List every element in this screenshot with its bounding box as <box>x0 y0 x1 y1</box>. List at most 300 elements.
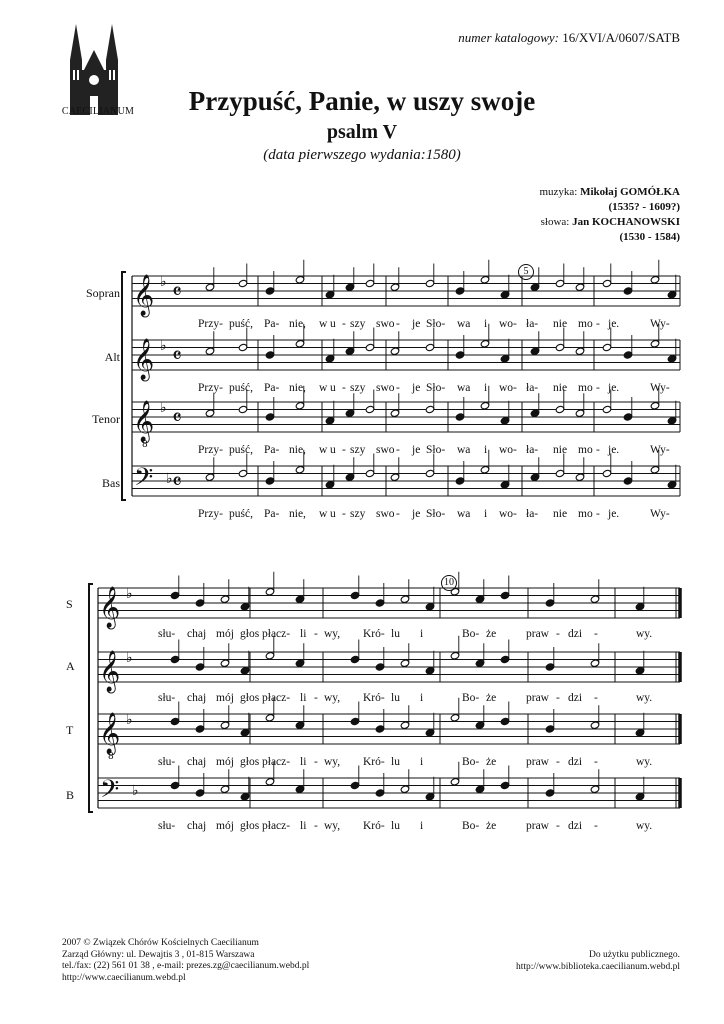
note-head <box>425 729 435 737</box>
note-head <box>325 417 335 425</box>
lyric-syllable: i <box>420 692 424 704</box>
lyric-syllable: Sło- <box>426 382 446 394</box>
lyric-syllable: wy. <box>636 628 653 640</box>
note-head <box>390 283 400 291</box>
note-head <box>295 466 305 474</box>
lyric-syllable: Kró- <box>363 820 385 832</box>
common-time-icon: 𝄴 <box>172 280 182 305</box>
note-head <box>500 355 510 363</box>
lyric-syllable: puść, <box>229 508 253 520</box>
note-head <box>425 603 435 611</box>
note-head <box>238 343 248 351</box>
lyric-syllable: Pa- <box>264 318 280 330</box>
note-head <box>265 652 275 660</box>
note-head <box>623 413 633 421</box>
lyric-syllable: - <box>596 508 600 520</box>
lyric-syllable: że <box>486 756 497 768</box>
common-time-icon: 𝄴 <box>172 470 182 495</box>
lyric-syllable: li <box>300 820 307 832</box>
treble-clef-icon: 𝄞 <box>99 587 121 628</box>
lyric-syllable: mój <box>216 756 234 768</box>
lyric-syllable: - <box>556 820 560 832</box>
lyric-syllable: Kró- <box>363 628 385 640</box>
note-head <box>500 291 510 299</box>
lyric-syllable: mo <box>578 508 593 520</box>
lyric-syllable: Bo- <box>462 820 480 832</box>
measure-number-5: 5 <box>518 264 534 280</box>
lyric-syllable: słu- <box>158 820 176 832</box>
lyric-syllable: - <box>594 628 598 640</box>
lyric-syllable: Wy- <box>650 508 670 520</box>
note-head <box>602 469 612 477</box>
lyric-syllable: wy, <box>324 628 341 640</box>
note-head <box>375 725 385 733</box>
note-head <box>480 402 490 410</box>
note-head <box>425 469 435 477</box>
note-head <box>650 466 660 474</box>
flat-key-icon: ♭ <box>160 274 167 290</box>
note-head <box>238 405 248 413</box>
lyric-syllable: je. <box>608 444 620 456</box>
note-head <box>450 714 460 722</box>
note-head <box>390 409 400 417</box>
lyric-syllable: chaj <box>187 628 207 640</box>
note-head <box>240 667 250 675</box>
composer-name: Mikołaj GOMÓŁKA <box>580 186 680 198</box>
note-head <box>195 725 205 733</box>
lyric-syllable: że <box>486 692 497 704</box>
footer-website-link[interactable]: http://www.caecilianum.webd.pl <box>62 972 186 983</box>
note-head <box>265 287 275 295</box>
voice-label-b: B <box>66 788 75 802</box>
lyric-syllable: chaj <box>187 756 207 768</box>
lyric-syllable: lu <box>391 628 400 640</box>
measure-number-10: 10 <box>441 575 457 591</box>
note-head <box>500 591 510 599</box>
note-head <box>400 785 410 793</box>
note-head <box>480 466 490 474</box>
lyric-syllable: Wy- <box>650 318 670 330</box>
music-label: muzyka: <box>539 186 578 198</box>
note-head <box>480 276 490 284</box>
system-bracket <box>122 272 126 500</box>
piece-title: Przypuść, Panie, w uszy swoje <box>188 86 536 116</box>
note-head <box>475 721 485 729</box>
note-head <box>555 405 565 413</box>
note-head <box>220 595 230 603</box>
note-head <box>240 729 250 737</box>
lyric-syllable: Bo- <box>462 628 480 640</box>
bass-clef-icon: 𝄢 <box>100 775 120 810</box>
lyric-syllable: - <box>342 444 346 456</box>
note-head <box>295 276 305 284</box>
note-head <box>450 778 460 786</box>
lyric-syllable: chaj <box>187 820 207 832</box>
lyric-syllable: wa <box>457 382 471 394</box>
octave-8-label: 8 <box>108 752 114 762</box>
lyric-syllable: praw <box>526 756 549 768</box>
note-head <box>375 663 385 671</box>
poet-dates: (1530 - 1584) <box>619 231 680 243</box>
lyric-syllable: - <box>314 628 318 640</box>
note-head <box>500 655 510 663</box>
voice-label-alto: Alt <box>104 350 120 364</box>
footer-library <box>516 950 680 973</box>
lyric-syllable: puść, <box>229 382 253 394</box>
lyric-syllable: Pa- <box>264 508 280 520</box>
lyric-syllable: swo <box>376 444 395 456</box>
note-head <box>623 351 633 359</box>
lyric-syllable: Pa- <box>264 444 280 456</box>
note-head <box>590 595 600 603</box>
lyric-syllable: Sło- <box>426 318 446 330</box>
lyric-syllable: dzi <box>568 628 583 640</box>
lyric-syllable: ła- <box>526 382 539 394</box>
catalog-value: 16/XVI/A/0607/SATB <box>562 30 680 45</box>
note-head <box>350 655 360 663</box>
flat-key-icon: ♭ <box>126 586 133 602</box>
note-head <box>500 481 510 489</box>
lyric-syllable: nie <box>553 444 568 456</box>
note-head <box>530 283 540 291</box>
treble-clef-icon: 𝄞 <box>99 713 121 754</box>
lyric-syllable: je <box>412 508 421 520</box>
note-head <box>345 409 355 417</box>
lyric-syllable: że <box>486 820 497 832</box>
lyric-syllable: Przy- <box>198 508 223 520</box>
note-head <box>365 279 375 287</box>
lyric-syllable: mo <box>578 318 593 330</box>
lyric-syllable: je <box>412 318 421 330</box>
lyric-syllable: płacz- <box>262 628 291 640</box>
note-head <box>345 283 355 291</box>
composer-dates: (1535? - 1609?) <box>608 201 680 213</box>
lyric-syllable: - <box>396 382 400 394</box>
lyric-syllable: je <box>412 382 421 394</box>
note-head <box>170 781 180 789</box>
lyric-syllable: szy <box>350 508 366 520</box>
lyric-syllable: u <box>330 382 336 394</box>
note-head <box>265 413 275 421</box>
note-head <box>667 417 677 425</box>
lyric-syllable: - <box>594 692 598 704</box>
lyric-syllable: wo- <box>499 508 517 520</box>
note-head <box>170 591 180 599</box>
note-head <box>295 785 305 793</box>
lyric-syllable: w <box>319 318 328 330</box>
lyric-syllable: i <box>420 628 424 640</box>
lyric-syllable: Przy- <box>198 318 223 330</box>
note-head <box>455 287 465 295</box>
voice-label-t: T <box>66 723 74 737</box>
system-bracket <box>89 584 93 812</box>
note-head <box>220 785 230 793</box>
lyric-syllable: wy, <box>324 692 341 704</box>
lyric-syllable: praw <box>526 692 549 704</box>
note-head <box>265 588 275 596</box>
note-head <box>265 351 275 359</box>
note-head <box>345 473 355 481</box>
note-head <box>170 655 180 663</box>
note-head <box>602 343 612 351</box>
note-head <box>545 599 555 607</box>
lyric-syllable: u <box>330 444 336 456</box>
note-head <box>238 279 248 287</box>
lyric-syllable: i <box>484 318 488 330</box>
lyric-syllable: nie <box>553 382 568 394</box>
note-head <box>265 714 275 722</box>
lyric-syllable: lu <box>391 692 400 704</box>
lyric-syllable: ła- <box>526 508 539 520</box>
note-head <box>555 343 565 351</box>
note-head <box>590 721 600 729</box>
note-head <box>240 793 250 801</box>
lyric-syllable: i <box>484 444 488 456</box>
lyric-syllable: i <box>484 382 488 394</box>
note-head <box>390 347 400 355</box>
voice-label-soprano: Sopran <box>86 286 120 300</box>
note-head <box>575 473 585 481</box>
lyric-syllable: nie, <box>289 318 306 330</box>
lyric-syllable: Kró- <box>363 756 385 768</box>
note-head <box>205 347 215 355</box>
lyric-syllable: słu- <box>158 692 176 704</box>
lyric-syllable: praw <box>526 628 549 640</box>
lyric-syllable: - <box>314 756 318 768</box>
lyric-syllable: szy <box>350 382 366 394</box>
note-head <box>475 785 485 793</box>
lyric-syllable: puść, <box>229 444 253 456</box>
note-head <box>425 405 435 413</box>
lyric-syllable: nie <box>553 508 568 520</box>
footer-public-use: Do użytku publicznego. <box>588 950 680 960</box>
lyric-syllable: wy, <box>324 820 341 832</box>
note-head <box>325 355 335 363</box>
lyric-syllable: szy <box>350 444 366 456</box>
lyric-syllable: głos <box>240 628 260 640</box>
note-head <box>365 343 375 351</box>
note-head <box>325 481 335 489</box>
lyric-syllable: nie <box>553 318 568 330</box>
note-head <box>350 717 360 725</box>
lyric-syllable: Sło- <box>426 444 446 456</box>
note-head <box>623 287 633 295</box>
note-head <box>602 279 612 287</box>
lyric-syllable: wy. <box>636 756 653 768</box>
lyric-syllable: nie, <box>289 444 306 456</box>
lyric-syllable: w <box>319 508 328 520</box>
lyric-syllable: lu <box>391 820 400 832</box>
lyric-syllable: i <box>420 756 424 768</box>
lyric-syllable: - <box>556 692 560 704</box>
flat-key-icon: ♭ <box>132 783 139 799</box>
lyric-syllable: lu <box>391 756 400 768</box>
lyric-syllable: - <box>396 444 400 456</box>
note-head <box>650 340 660 348</box>
note-head <box>635 667 645 675</box>
footer-contact: tel./fax: (22) 561 01 38 , e-mail: prezes.zg@caecilianum.webd.pl <box>62 961 310 971</box>
catalog-label: numer katalogowy: <box>458 30 560 45</box>
lyric-syllable: płacz- <box>262 756 291 768</box>
lyric-syllable: płacz- <box>262 820 291 832</box>
note-head <box>667 355 677 363</box>
note-head <box>375 789 385 797</box>
lyric-syllable: Wy- <box>650 444 670 456</box>
note-head <box>400 659 410 667</box>
note-head <box>667 291 677 299</box>
lyric-syllable: i <box>420 820 424 832</box>
voice-label-s: S <box>66 597 73 611</box>
note-head <box>238 469 248 477</box>
lyric-syllable: Bo- <box>462 756 480 768</box>
voice-label-bass: Bas <box>102 476 120 490</box>
footer-library-link[interactable]: http://www.biblioteka.caecilianum.webd.pl <box>515 961 680 972</box>
words-label: słowa: <box>540 216 570 228</box>
note-head <box>530 409 540 417</box>
voice-label-tenor: Tenor <box>92 412 120 426</box>
note-head <box>295 402 305 410</box>
lyric-syllable: wa <box>457 444 471 456</box>
lyric-syllable: mój <box>216 820 234 832</box>
lyric-syllable: słu- <box>158 756 176 768</box>
note-head <box>295 595 305 603</box>
lyric-syllable: głos <box>240 692 260 704</box>
note-head <box>265 477 275 485</box>
note-head <box>195 663 205 671</box>
note-head <box>295 340 305 348</box>
lyric-syllable: praw <box>526 820 549 832</box>
note-head <box>602 405 612 413</box>
lyric-syllable: - <box>396 508 400 520</box>
lyric-syllable: wy. <box>636 692 653 704</box>
lyric-syllable: nie, <box>289 382 306 394</box>
footer-copyright: 2007 © Związek Chórów Kościelnych Caecilianum <box>62 938 259 948</box>
note-head <box>635 729 645 737</box>
note-head <box>575 347 585 355</box>
lyric-syllable: ła- <box>526 444 539 456</box>
note-head <box>220 721 230 729</box>
lyric-syllable: - <box>596 382 600 394</box>
lyric-syllable: płacz- <box>262 692 291 704</box>
note-head <box>455 477 465 485</box>
note-head <box>295 721 305 729</box>
lyric-syllable: Kró- <box>363 692 385 704</box>
note-head <box>205 473 215 481</box>
lyric-syllable: dzi <box>568 756 583 768</box>
lyric-syllable: - <box>342 382 346 394</box>
lyric-syllable: że <box>486 628 497 640</box>
note-head <box>575 283 585 291</box>
note-head <box>650 402 660 410</box>
lyric-syllable: mo <box>578 382 593 394</box>
lyric-syllable: mój <box>216 628 234 640</box>
note-head <box>500 781 510 789</box>
note-head <box>575 409 585 417</box>
lyric-syllable: - <box>556 628 560 640</box>
lyric-syllable: li <box>300 756 307 768</box>
note-head <box>590 785 600 793</box>
lyric-syllable: wy, <box>324 756 341 768</box>
note-head <box>545 663 555 671</box>
lyric-syllable: wo- <box>499 382 517 394</box>
note-head <box>667 481 677 489</box>
lyric-syllable: wo- <box>499 444 517 456</box>
footer-address: Zarząd Główny: ul. Dewajtis 3 , 01-815 Warszawa <box>62 949 255 960</box>
treble-clef-icon: 𝄞 <box>133 401 155 442</box>
lyric-syllable: głos <box>240 756 260 768</box>
bass-clef-icon: 𝄢 <box>134 463 154 498</box>
lyric-syllable: wa <box>457 508 471 520</box>
treble-clef-icon: 𝄞 <box>133 339 155 380</box>
lyric-syllable: - <box>342 508 346 520</box>
lyric-syllable: Pa- <box>264 382 280 394</box>
lyric-syllable: wy. <box>636 820 653 832</box>
note-head <box>425 793 435 801</box>
lyric-syllable: dzi <box>568 820 583 832</box>
lyric-syllable: Przy- <box>198 444 223 456</box>
lyric-syllable: dzi <box>568 692 583 704</box>
edition-date: (data pierwszego wydania:1580) <box>263 147 461 163</box>
lyric-syllable: li <box>300 628 307 640</box>
note-head <box>555 469 565 477</box>
lyric-syllable: Sło- <box>426 508 446 520</box>
lyric-syllable: Bo- <box>462 692 480 704</box>
note-head <box>545 725 555 733</box>
lyric-syllable: słu- <box>158 628 176 640</box>
lyric-syllable: je <box>412 444 421 456</box>
note-head <box>350 591 360 599</box>
note-head <box>425 343 435 351</box>
note-head <box>205 283 215 291</box>
flat-key-icon: ♭ <box>126 712 133 728</box>
note-head <box>475 659 485 667</box>
note-head <box>530 347 540 355</box>
note-head <box>555 279 565 287</box>
lyric-syllable: u <box>330 508 336 520</box>
octave-8-label: 8 <box>142 440 148 450</box>
lyric-syllable: li <box>300 692 307 704</box>
lyric-syllable: w <box>319 444 328 456</box>
lyric-syllable: - <box>314 692 318 704</box>
note-head <box>240 603 250 611</box>
flat-key-icon: ♭ <box>160 338 167 354</box>
lyric-syllable: swo <box>376 318 395 330</box>
lyric-syllable: w <box>319 382 328 394</box>
note-head <box>390 473 400 481</box>
note-head <box>205 409 215 417</box>
lyric-syllable: - <box>396 318 400 330</box>
lyric-syllable: wa <box>457 318 471 330</box>
piece-subtitle: psalm V <box>326 121 398 143</box>
note-head <box>265 778 275 786</box>
note-head <box>350 781 360 789</box>
lyric-syllable: - <box>314 820 318 832</box>
common-time-icon: 𝄴 <box>172 406 182 431</box>
logo-text: CAECILIANUM <box>61 106 135 117</box>
note-head <box>530 473 540 481</box>
note-head <box>650 276 660 284</box>
voice-label-a: A <box>66 659 75 673</box>
flat-key-icon: ♭ <box>126 650 133 666</box>
note-head <box>590 659 600 667</box>
note-head <box>220 659 230 667</box>
lyric-syllable: i <box>484 508 488 520</box>
note-head <box>635 793 645 801</box>
lyric-syllable: mój <box>216 692 234 704</box>
note-head <box>425 667 435 675</box>
lyric-syllable: mo <box>578 444 593 456</box>
note-head <box>195 599 205 607</box>
